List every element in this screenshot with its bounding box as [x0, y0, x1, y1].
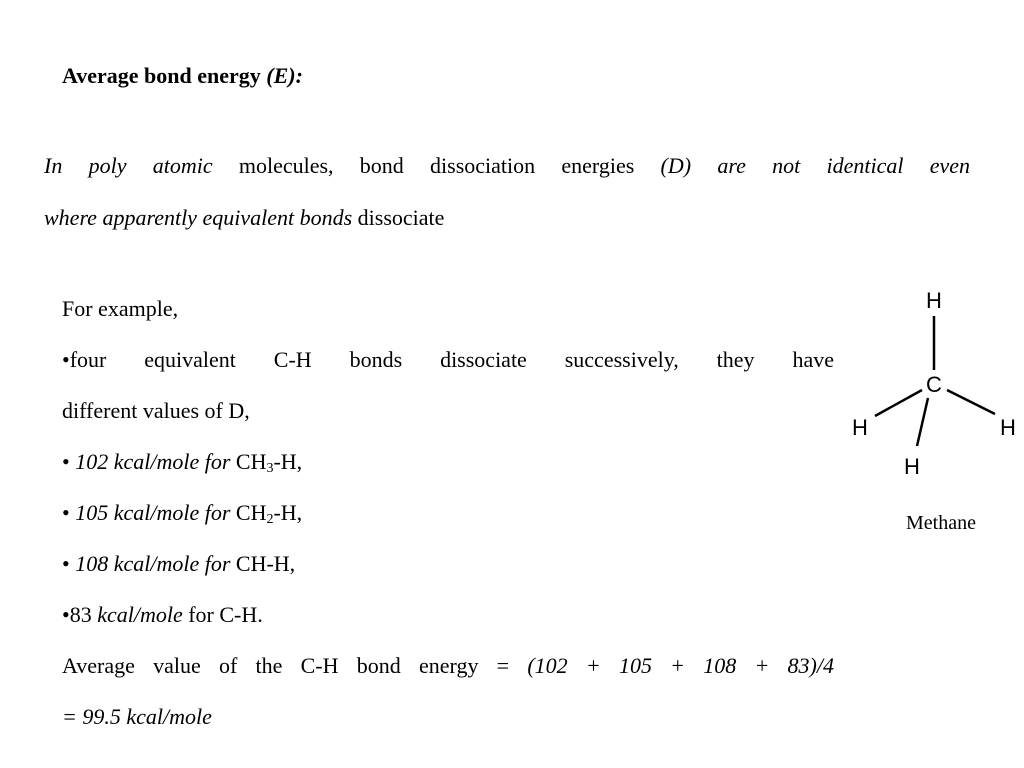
bullet-ch3-value: 102 kcal/mole for	[69, 449, 231, 474]
intro-text-molecules: molecules, bond dissociation energies	[212, 153, 661, 178]
bullet-four-bonds-line-2: different values of D,	[62, 398, 250, 423]
atom-h-top: H	[926, 288, 942, 313]
example-lead: For example,	[62, 296, 179, 321]
bullet-ch2-value: 105 kcal/mole for	[69, 500, 231, 525]
bullet-ch-value: 108 kcal/mole for	[69, 551, 231, 576]
heading-text: Average bond energy	[62, 63, 267, 88]
intro-line-2	[44, 192, 970, 244]
average-formula: (102 + 105 + 108 + 83)/4	[527, 653, 834, 678]
average-label: Average value of the C-H bond energy =	[62, 653, 510, 678]
bullet-c-h-unit: kcal/mole	[97, 602, 183, 627]
bullet-ch2-species: CH	[230, 500, 267, 525]
average-result: = 99.5 kcal/mole	[62, 704, 212, 729]
atom-c: C	[926, 372, 942, 397]
average-result-line	[62, 691, 834, 742]
methane-caption: Methane	[906, 512, 976, 534]
average-value-line	[62, 640, 834, 691]
intro-line-1	[44, 140, 970, 192]
intro-italic-not-identical: (D) are not identical even	[660, 153, 970, 178]
bullet-c-h-tail: for C-H.	[182, 602, 263, 627]
bullet-ch3-h	[62, 436, 834, 487]
bond-c-h-right	[947, 390, 995, 414]
bullet-marker: •	[62, 449, 70, 474]
bullet-ch3-species: CH	[230, 449, 267, 474]
bullet-ch2-h	[62, 487, 834, 538]
bullet-c-h-value: •83	[62, 602, 98, 627]
intro-paragraph	[44, 140, 970, 244]
bullet-marker: •	[62, 551, 70, 576]
intro-text-dissociate: dissociate	[352, 205, 445, 230]
intro-italic-poly-atomic: In poly atomic	[44, 153, 213, 178]
bullet-ch3-tail: -H,	[273, 449, 303, 474]
bullet-ch-species: CH-H,	[230, 551, 296, 576]
bullet-four-bonds-line-1: •four equivalent C-H bonds dissociate successively, they have	[62, 347, 834, 372]
bullet-marker: •	[62, 500, 70, 525]
methane-structure	[840, 280, 1024, 510]
heading-symbol: (E):	[266, 63, 303, 88]
bullet-c-h	[62, 589, 834, 640]
atom-h-bottom: H	[904, 454, 920, 479]
methane-diagram	[840, 280, 1024, 550]
atom-h-left: H	[852, 415, 868, 440]
slide-heading	[62, 60, 303, 92]
bullet-ch2-subscript: 2	[266, 512, 274, 527]
bond-c-h-bottom	[917, 398, 928, 446]
bullet-ch3-subscript: 3	[266, 461, 274, 476]
bond-c-h-left	[875, 390, 922, 416]
example-block	[62, 283, 834, 742]
bullet-ch-h	[62, 538, 834, 589]
intro-italic-equivalent-bonds: where apparently equivalent bonds	[44, 205, 353, 230]
bullet-ch2-tail: -H,	[273, 500, 303, 525]
atom-h-right: H	[1000, 415, 1016, 440]
